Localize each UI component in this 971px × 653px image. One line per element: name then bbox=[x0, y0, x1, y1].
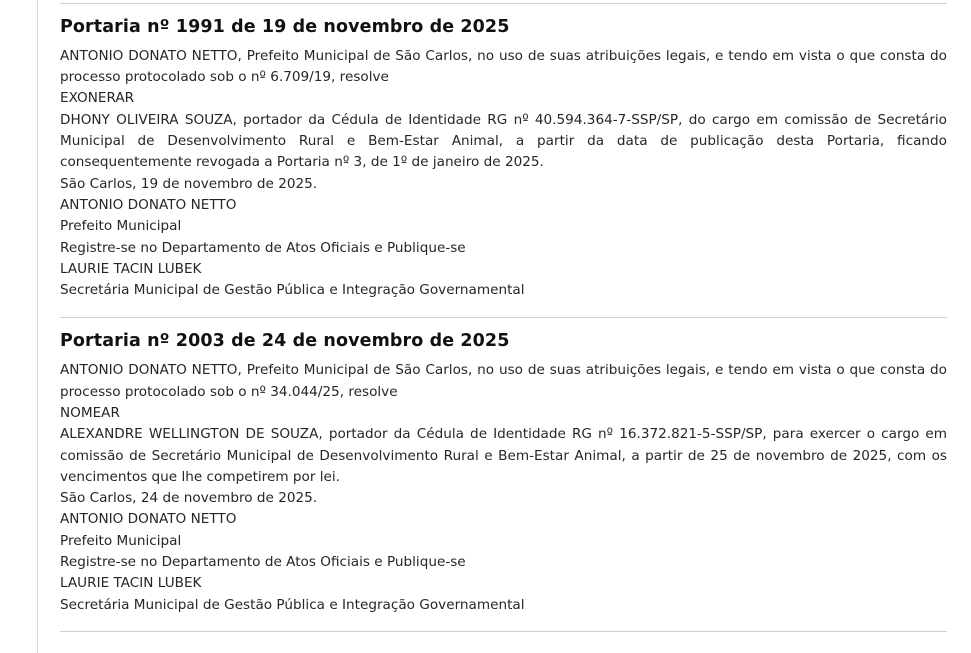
act-divider-bottom bbox=[60, 631, 947, 632]
act-paragraph: EXONERAR bbox=[60, 90, 135, 107]
act-divider-middle bbox=[60, 317, 947, 318]
act-entry-1 bbox=[60, 17, 947, 301]
act-cosigner-name: LAURIE TACIN LUBEK bbox=[60, 575, 202, 592]
act-cosigner-role: Secretária Municipal de Gestão Pública e Integração Governamental bbox=[60, 596, 525, 613]
act-paragraph: ALEXANDRE WELLINGTON DE SOUZA, portador da Cédula de Identidade RG nº 16.372.821-5-SSP/SP, para exercer o cargo em comissão de Secretário Municipal de Desenvolvimento Rural e Bem-Estar Animal, a partir de 25 de novembro de 2025, com os vencimentos que lhe competirem por lei. bbox=[60, 426, 947, 485]
act-registration-note: Registre-se no Departamento de Atos Oficiais e Publique-se bbox=[60, 239, 466, 256]
act-title: Portaria nº 1991 de 19 de novembro de 2025 bbox=[60, 17, 510, 37]
act-paragraph: DHONY OLIVEIRA SOUZA, portador da Cédula de Identidade RG nº 40.594.364-7-SSP/SP, do cargo em comissão de Secretário Municipal de Desenvolvimento Rural e Bem-Estar Animal, a partir da data de publicação desta Portaria, ficando consequentemente revogada a Portaria nº 3, de 1º de janeiro de 2025. bbox=[60, 111, 947, 171]
left-margin-rule bbox=[37, 0, 38, 653]
act-spacer bbox=[60, 616, 947, 631]
act-cosigner-name: LAURIE TACIN LUBEK bbox=[60, 260, 202, 277]
act-body bbox=[60, 360, 947, 616]
act-signer-role: Prefeito Municipal bbox=[60, 218, 182, 235]
act-paragraph: São Carlos, 19 de novembro de 2025. bbox=[60, 175, 318, 192]
act-paragraph: NOMEAR bbox=[60, 404, 120, 421]
document-content bbox=[60, 0, 947, 632]
act-signer-name: ANTONIO DONATO NETTO bbox=[60, 196, 237, 213]
act-paragraph: São Carlos, 24 de novembro de 2025. bbox=[60, 490, 318, 507]
act-signer-name: ANTONIO DONATO NETTO bbox=[60, 511, 237, 528]
act-paragraph: ANTONIO DONATO NETTO, Prefeito Municipal de São Carlos, no uso de suas atribuições legais, e tendo em vista o que consta do processo protocolado sob o nº 34.044/25, resolve bbox=[60, 362, 947, 400]
act-entry-2 bbox=[60, 331, 947, 615]
act-divider-top bbox=[60, 3, 947, 4]
act-signer-role: Prefeito Municipal bbox=[60, 532, 182, 549]
act-cosigner-role: Secretária Municipal de Gestão Pública e Integração Governamental bbox=[60, 282, 525, 299]
act-title: Portaria nº 2003 de 24 de novembro de 2025 bbox=[60, 331, 510, 352]
act-registration-note: Registre-se no Departamento de Atos Oficiais e Publique-se bbox=[60, 553, 466, 570]
act-body bbox=[60, 46, 947, 302]
act-paragraph: ANTONIO DONATO NETTO, Prefeito Municipal de São Carlos, no uso de suas atribuições legais, e tendo em vista o que consta do processo protocolado sob o nº 6.709/19, resolve bbox=[60, 47, 947, 86]
act-spacer bbox=[60, 301, 947, 317]
